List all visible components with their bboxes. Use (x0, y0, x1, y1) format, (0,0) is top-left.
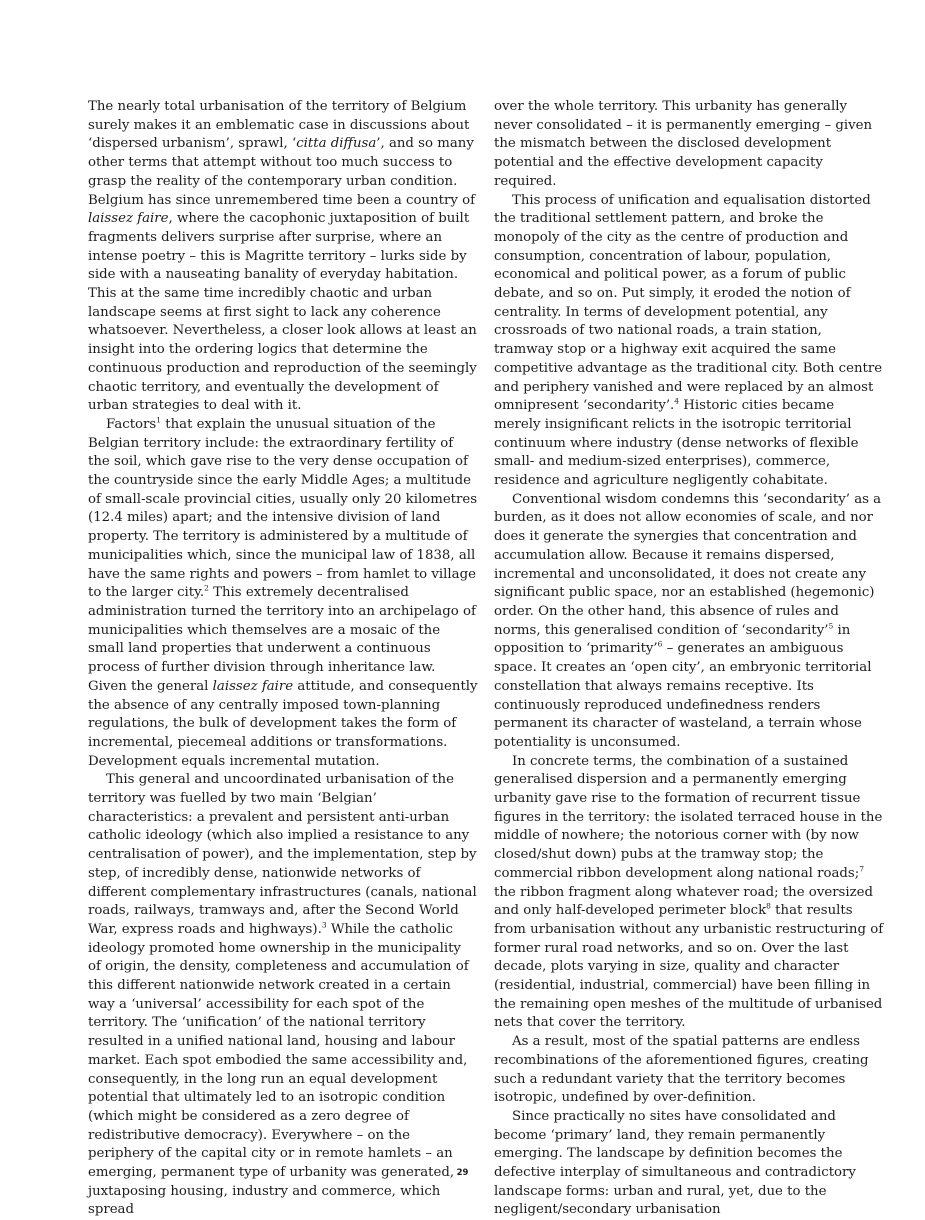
paragraph: Since practically no sites have consolidated and become ‘primary’ land, they remain permanently emerging. The landscape by definition becomes the defective interplay of simultaneous and contradictory landscape forms: urban and rural, yet, due to the negligent/secondary urbanisation (494, 1108, 856, 1218)
paragraph: This general and uncoordinated urbanisation of the territory was fuelled by two main ‘Belgian’ characteristics: a prevalent and persistent anti-urban catholic ideology (which also implied a resistance to any centralisation of power), and the implementation, step by step, of incredibly dense, nationwide networks of different complementary infrastructures (canals, national roads, railways, tramways and, after the Second World War, express roads and highways).$^3$ While the catholic ideology promoted home ownership in the municipality of origin, the density, completeness and accumulation of this different nationwide network created in a certain way a ‘universal’ accessibility for each spot of the territory. The ‘unification’ of the national territory resulted in a unified national land, housing and labour market. Each spot embodied the same accessibility and, consequently, in the long run an equal development potential that ultimately led to an isotropic condition (which might be considered as a zero degree of redistributive democracy). Everywhere – on the periphery of the capital city or in remote hamlets – an emerging, permanent type of urbanity was generated, juxtaposing housing, industry and commerce, which spread (88, 772, 477, 1218)
right-column (494, 98, 884, 1220)
page-number: 29 (456, 1168, 469, 1178)
footnote-ref: 4 (674, 396, 680, 406)
footnote-ref: 2 (204, 583, 209, 593)
footnote-ref: 8 (766, 901, 771, 911)
footnote-ref: 5 (828, 621, 834, 631)
paragraph-continued: over the whole territory. This urbanity has generally never consolidated – it is permanently emerging – given the mismatch between the disclosed development potential and the effective development capacity required. (494, 99, 873, 189)
footnote-ref: 1 (156, 415, 162, 425)
paragraph: As a result, most of the spatial patterns are endless recombinations of the aforementioned figures, creating such a redundant variety that the territory becomes isotropic, undefined by over-definition. (494, 1034, 869, 1106)
footnote-ref: 3 (321, 920, 327, 930)
paragraph: The nearly total urbanisation of the territory of Belgium surely makes it an emblematic case in discussions about ‘dispersed urbanism’, sprawl, ‘citta diffusa’, and so many other terms that attempt without too much success to grasp the reality of the contemporary urban condition. Belgium has since unremembered time been a country of laissez faire, where the cacophonic juxtaposition of built fragments delivers surprise after surprise, where an intense poetry – this is Magritte territory – lurks side by side with a nauseating banality of everyday habitation. This at the same time incredibly chaotic and urban landscape seems at first sight to lack any coherence whatsoever. Nevertheless, a closer look allows at least an insight into the ordering logics that determine the continuous production and reproduction of the seemingly chaotic territory, and eventually the development of urban strategies to deal with it. (88, 99, 477, 414)
paragraph: In concrete terms, the combination of a sustained generalised dispersion and a permanently emerging urbanity gave rise to the formation of recurrent tissue figures in the territory: the isolated terraced house in the middle of nowhere; the notorious corner with (by now closed/shut down) pubs at the tramway stop; the commercial ribbon development along national roads;$^7$ the ribbon fragment along whatever road; the oversized and only half-developed perimeter block$^8$ that results from urbanisation without any urbanistic restructuring of former rural road networks, and so on. Over the last decade, plots varying in size, quality and character (residential, industrial, commercial) have been filling in the remaining open meshes of the multitude of urbanised nets that cover the territory. (494, 753, 884, 1031)
footnote-ref: 7 (859, 864, 865, 874)
left-column (88, 98, 478, 1220)
paragraph: Factors$^1$ that explain the unusual situation of the Belgian territory include: the extraordinary fertility of the soil, which gave rise to the very dense occupation of the countryside since the early Middle Ages; a multitude of small-scale provincial cities, usually only 20 kilometres (12.4 miles) apart; and the intensive division of land property. The territory is administered by a multitude of municipalities which, since the municipal law of 1838, all have the same rights and powers – from hamlet to village to the larger city.$^2$ This extremely decentralised administration turned the territory into an archipelago of municipalities which themselves are a mosaic of the small land properties that underwent a continuous process of further division through inheritance law. Given the general laissez faire attitude, and consequently the absence of any centrally imposed town-planning regulations, the bulk of development takes the form of incremental, piecemeal additions or transformations. Development equals incremental mutation. (88, 415, 478, 769)
paragraph: This process of unification and equalisation distorted the traditional settlement pattern, and broke the monopoly of the city as the centre of production and consumption, concentration of labour, population, economical and political power, as a forum of public debate, and so on. Put simply, it eroded the notion of centrality. In terms of development potential, any crossroads of two national roads, a train station, tramway stop or a highway exit acquired the same competitive advantage as the traditional city. Both centre and periphery vanished and were replaced by an almost omnipresent ‘secondarity’.$^4$ Historic cities became merely insignificant relicts in the isotropic territorial continuum where industry (dense networks of flexible small- and medium-sized enterprises), commerce, residence and agriculture negligently cohabitate. (494, 192, 883, 489)
paragraph: Conventional wisdom condemns this ‘secondarity’ as a burden, as it does not allow economies of scale, and nor does it generate the synergies that concentration and accumulation allow. Because it remains dispersed, incremental and unconsolidated, it does not create any significant public space, nor an established (hegemonic) order. On the other hand, this absence of rules and norms, this generalised condition of ‘secondarity’$^5$ in opposition to ‘primarity’$^6$ – generates an ambiguous space. It creates an ‘open city’, an embryonic territorial constellation that always remains receptive. Its continuously reproduced undefinedness renders permanent its character of wasteland, a terrain whose potentiality is unconsumed. (494, 491, 882, 750)
footnote-ref: 6 (657, 639, 663, 649)
